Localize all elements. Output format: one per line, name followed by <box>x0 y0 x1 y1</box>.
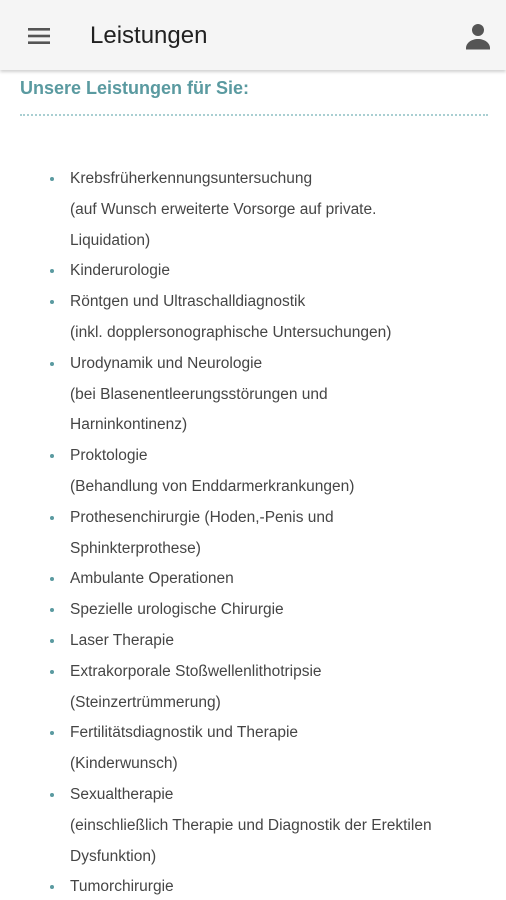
service-detail: (auf Wunsch erweiterte Vorsorge auf private. <box>70 200 377 218</box>
section-heading: Unsere Leistungen für Sie: <box>20 78 250 98</box>
service-list-item <box>50 164 490 256</box>
menu-button[interactable] <box>20 20 58 52</box>
service-title: Sexualtherapie <box>70 785 174 803</box>
app-bar <box>0 0 506 70</box>
service-title: Proktologie <box>70 447 148 465</box>
service-detail: (bei Blasenentleerungsstörungen und <box>70 385 328 403</box>
service-list-item <box>50 349 490 441</box>
main-content <box>0 70 506 900</box>
service-list-item <box>50 718 490 780</box>
bullet-icon <box>50 516 54 520</box>
service-detail: Sphinkterprothese) <box>70 539 201 557</box>
bullet-icon <box>50 300 54 304</box>
service-title: Extrakorporale Stoßwellenlithotripsie <box>70 662 322 680</box>
service-title: Tumorchirurgie <box>70 878 174 896</box>
bullet-icon <box>50 362 54 366</box>
service-detail: Liquidation) <box>70 231 151 249</box>
dotted-divider <box>20 114 488 116</box>
service-title: Ambulante Operationen <box>70 570 234 588</box>
service-title: Röntgen und Ultraschalldiagnostik <box>70 293 306 311</box>
service-list-item <box>50 595 490 626</box>
service-title: Fertilitätsdiagnostik und Therapie <box>70 724 299 742</box>
service-list-item <box>50 287 490 349</box>
service-list-item <box>50 872 490 900</box>
service-title: Urodynamik und Neurologie <box>70 354 263 372</box>
bullet-icon <box>50 639 54 643</box>
account-person-icon <box>460 18 496 54</box>
bullet-icon <box>50 670 54 674</box>
bullet-icon <box>50 608 54 612</box>
hamburger-menu-icon <box>20 20 58 52</box>
service-title: Laser Therapie <box>70 631 174 649</box>
service-list-item <box>50 626 490 657</box>
service-detail: (Behandlung von Enddarmerkrankungen) <box>70 477 355 495</box>
service-detail: (Kinderwunsch) <box>70 755 178 773</box>
bullet-icon <box>50 454 54 458</box>
service-list-item <box>50 564 490 595</box>
service-list-item <box>50 780 490 872</box>
service-list-item <box>50 503 490 565</box>
service-detail: (Steinzertrümmerung) <box>70 693 221 711</box>
page-title: Leistungen <box>90 22 208 49</box>
bullet-icon <box>50 885 54 889</box>
service-list-item <box>50 256 490 287</box>
service-detail: Dysfunktion) <box>70 847 157 865</box>
service-list-item <box>50 441 490 503</box>
bullet-icon <box>50 177 54 181</box>
service-detail: (einschließlich Therapie und Diagnostik der Erektilen <box>70 816 432 834</box>
service-list-item <box>50 657 490 719</box>
service-title: Prothesenchirurgie (Hoden,-Penis und <box>70 508 334 526</box>
service-title: Kinderurologie <box>70 262 170 280</box>
service-detail: (inkl. dopplersonographische Untersuchungen) <box>70 323 392 341</box>
bullet-icon <box>50 793 54 797</box>
bullet-icon <box>50 731 54 735</box>
bullet-icon <box>50 269 54 273</box>
services-list <box>50 164 490 900</box>
bullet-icon <box>50 577 54 581</box>
account-button[interactable] <box>460 18 496 54</box>
service-title: Krebsfrüherkennungsuntersuchung <box>70 170 313 187</box>
service-detail: Harninkontinenz) <box>70 416 188 434</box>
service-title: Spezielle urologische Chirurgie <box>70 601 284 619</box>
